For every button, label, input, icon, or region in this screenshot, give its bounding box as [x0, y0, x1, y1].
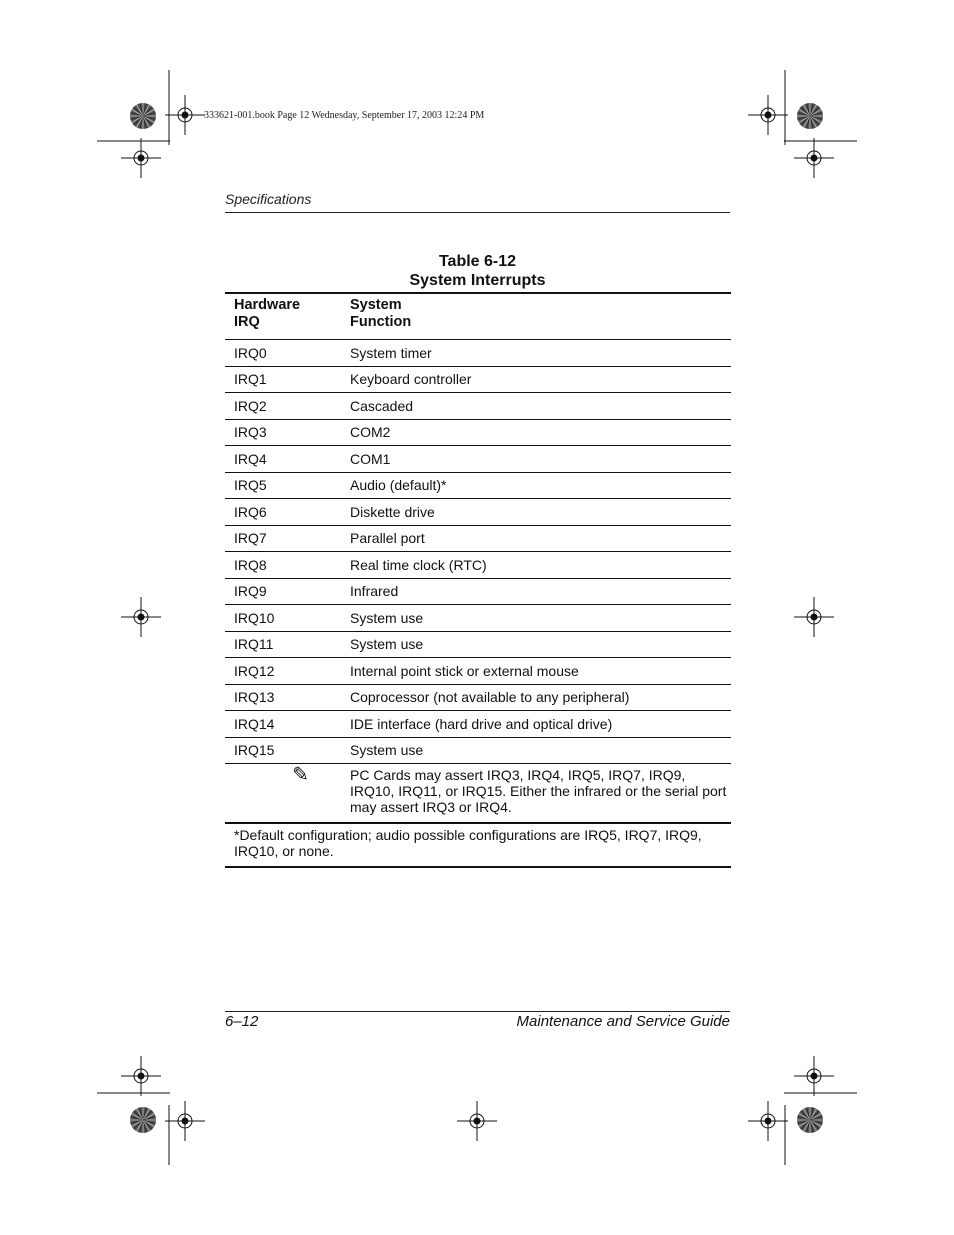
header-line: IRQ [234, 314, 260, 330]
color-bar-circle-icon [797, 103, 823, 129]
column-header-system-function [341, 293, 731, 340]
header-line: System [350, 297, 402, 313]
guide-title: Maintenance and Service Guide [516, 1013, 730, 1030]
irq-cell: IRQ7 [225, 525, 341, 552]
table-title: System Interrupts [409, 272, 546, 289]
table-row [225, 340, 731, 367]
table-row [225, 737, 731, 764]
function-cell: System use [341, 737, 731, 764]
function-cell: Parallel port [341, 525, 731, 552]
table-number: Table 6-12 [438, 253, 517, 270]
irq-cell: IRQ3 [225, 419, 341, 446]
irq-cell: IRQ5 [225, 472, 341, 499]
table-row [225, 684, 731, 711]
system-interrupts-table [225, 292, 731, 868]
color-bar-circle-icon [130, 1107, 156, 1133]
irq-cell: IRQ6 [225, 499, 341, 526]
header-line: Function [350, 314, 412, 330]
footer-rule [225, 1011, 730, 1012]
irq-cell: IRQ11 [225, 631, 341, 658]
registration-mark-icon [748, 95, 788, 135]
function-cell: Cascaded [341, 393, 731, 420]
function-cell: Coprocessor (not available to any peripheral) [341, 684, 731, 711]
table-row [225, 472, 731, 499]
registration-mark-icon [165, 1101, 205, 1141]
table-body [225, 340, 731, 868]
function-cell: COM2 [341, 419, 731, 446]
irq-cell: IRQ12 [225, 658, 341, 685]
column-header-hardware-irq [225, 293, 341, 340]
registration-mark-icon [121, 597, 161, 637]
function-cell: Internal point stick or external mouse [341, 658, 731, 685]
table-row [225, 419, 731, 446]
irq-cell: IRQ8 [225, 552, 341, 579]
table-header-row [225, 293, 731, 340]
color-bar-circle-icon [130, 103, 156, 129]
table-row [225, 658, 731, 685]
function-cell: Audio (default)* [341, 472, 731, 499]
registration-mark-icon [794, 138, 834, 178]
function-cell: System use [341, 605, 731, 632]
footnote-text: *Default configuration; audio possible configurations are IRQ5, IRQ7, IRQ9, IRQ10, or none. [225, 823, 731, 867]
irq-cell: IRQ10 [225, 605, 341, 632]
registration-mark-icon [457, 1101, 497, 1141]
table-row [225, 446, 731, 473]
irq-cell: IRQ4 [225, 446, 341, 473]
table-row [225, 605, 731, 632]
registration-mark-icon [748, 1101, 788, 1141]
function-cell: Infrared [341, 578, 731, 605]
table-row [225, 578, 731, 605]
irq-cell: IRQ2 [225, 393, 341, 420]
function-cell: IDE interface (hard drive and optical drive) [341, 711, 731, 738]
function-cell: COM1 [341, 446, 731, 473]
pencil-note-icon: ✎ [225, 764, 341, 824]
header-rule [225, 212, 730, 213]
function-cell: System use [341, 631, 731, 658]
function-cell: Real time clock (RTC) [341, 552, 731, 579]
book-info: 333621-001.book Page 12 Wednesday, September 17, 2003 12:24 PM [204, 110, 485, 121]
footnote-row [225, 823, 731, 867]
running-header: Specifications [225, 191, 312, 207]
irq-cell: IRQ15 [225, 737, 341, 764]
header-line: Hardware [234, 297, 301, 313]
registration-mark-icon [794, 1056, 834, 1096]
table-row [225, 631, 731, 658]
color-bar-circle-icon [797, 1107, 823, 1133]
note-text: PC Cards may assert IRQ3, IRQ4, IRQ5, IRQ7, IRQ9, IRQ10, IRQ11, or IRQ15. Either the infrared or the serial port may assert IRQ3 or IRQ4. [341, 764, 731, 824]
registration-mark-icon [121, 138, 161, 178]
table-row [225, 366, 731, 393]
registration-mark-icon [794, 597, 834, 637]
function-cell: System timer [341, 340, 731, 367]
note-row [225, 764, 731, 824]
function-cell: Diskette drive [341, 499, 731, 526]
irq-cell: IRQ9 [225, 578, 341, 605]
table-row [225, 711, 731, 738]
table-row [225, 393, 731, 420]
page-number: 6–12 [225, 1013, 259, 1030]
table-row [225, 499, 731, 526]
table-row [225, 525, 731, 552]
registration-mark-icon [165, 95, 205, 135]
irq-cell: IRQ14 [225, 711, 341, 738]
table-row [225, 552, 731, 579]
irq-cell: IRQ0 [225, 340, 341, 367]
irq-cell: IRQ1 [225, 366, 341, 393]
irq-cell: IRQ13 [225, 684, 341, 711]
registration-mark-icon [121, 1056, 161, 1096]
function-cell: Keyboard controller [341, 366, 731, 393]
